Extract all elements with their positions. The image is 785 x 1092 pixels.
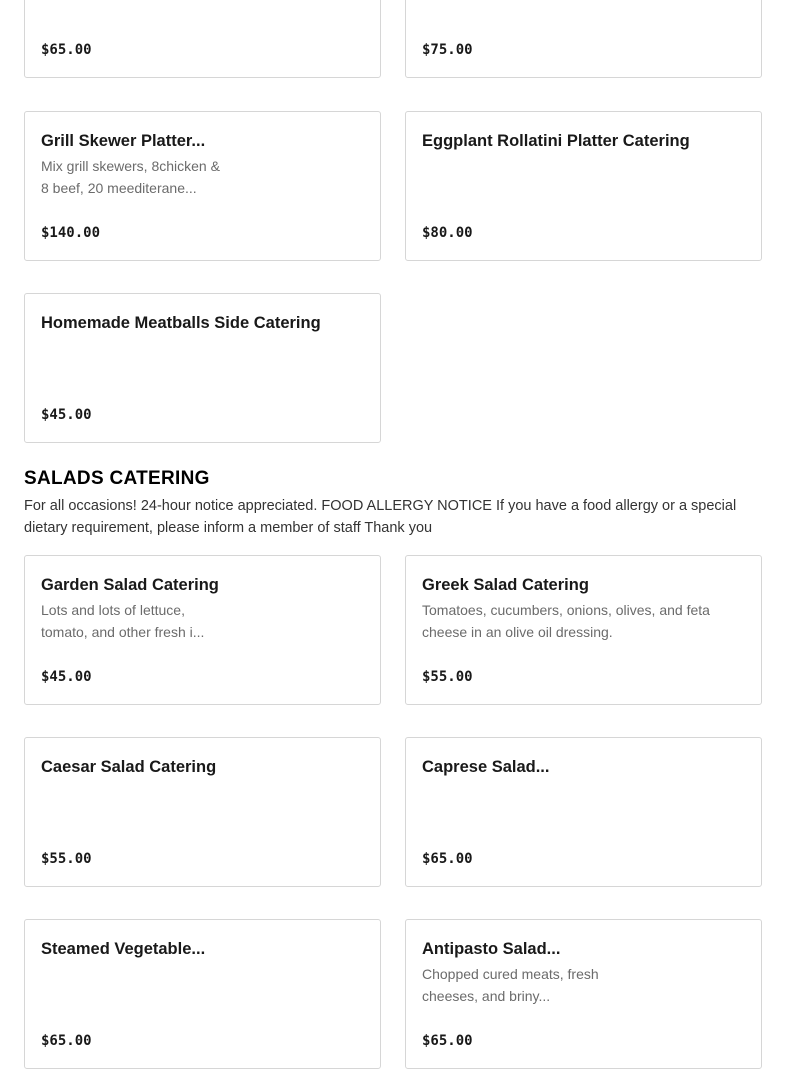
item-price: $55.00 [41, 851, 92, 867]
menu-item-card[interactable] [24, 293, 381, 443]
menu-item-card[interactable] [24, 111, 381, 261]
menu-item-card[interactable] [24, 0, 381, 78]
section-title: SALADS CATERING [24, 468, 210, 489]
item-name: Grill Skewer Platter... [41, 132, 206, 150]
menu-item-card[interactable] [405, 919, 762, 1069]
menu-item-card[interactable] [24, 919, 381, 1069]
item-name: Homemade Meatballs Side Catering [41, 314, 321, 332]
item-price: $55.00 [422, 669, 473, 685]
menu-item-card[interactable] [24, 555, 381, 705]
item-name: Garden Salad Catering [41, 576, 219, 594]
section-description: For all occasions! 24-hour notice appreciated. FOOD ALLERGY NOTICE If you have a food allergy or a special dietary requirement, please inform a member of staff Thank you [24, 498, 737, 536]
item-price: $75.00 [422, 42, 473, 58]
item-price: $45.00 [41, 407, 92, 423]
item-name: Caesar Salad Catering [41, 758, 217, 776]
menu-item-card[interactable] [405, 555, 762, 705]
menu-item-card[interactable] [24, 737, 381, 887]
item-price: $65.00 [41, 1033, 92, 1049]
item-price: $140.00 [41, 225, 101, 241]
item-price: $65.00 [41, 42, 92, 58]
item-price: $65.00 [422, 851, 473, 867]
item-price: $65.00 [422, 1033, 473, 1049]
item-description: Lots and lots of lettuce, tomato, and other fresh i... [41, 602, 205, 640]
item-name: Antipasto Salad... [422, 940, 561, 958]
item-name: Caprese Salad... [422, 758, 550, 776]
item-name: Greek Salad Catering [422, 576, 589, 594]
menu-item-card[interactable] [405, 111, 762, 261]
item-description: Tomatoes, cucumbers, onions, olives, and feta cheese in an olive oil dressing. [422, 602, 710, 640]
menu-item-card[interactable] [405, 737, 762, 887]
item-price: $80.00 [422, 225, 473, 241]
item-price: $45.00 [41, 669, 92, 685]
item-name: Eggplant Rollatini Platter Catering [422, 132, 690, 150]
menu-item-card[interactable] [405, 0, 762, 78]
item-name: Steamed Vegetable... [41, 940, 206, 958]
item-description: Mix grill skewers, 8chicken & 8 beef, 20 meediterane... [41, 158, 220, 196]
item-description: Chopped cured meats, fresh cheeses, and briny... [422, 966, 599, 1004]
